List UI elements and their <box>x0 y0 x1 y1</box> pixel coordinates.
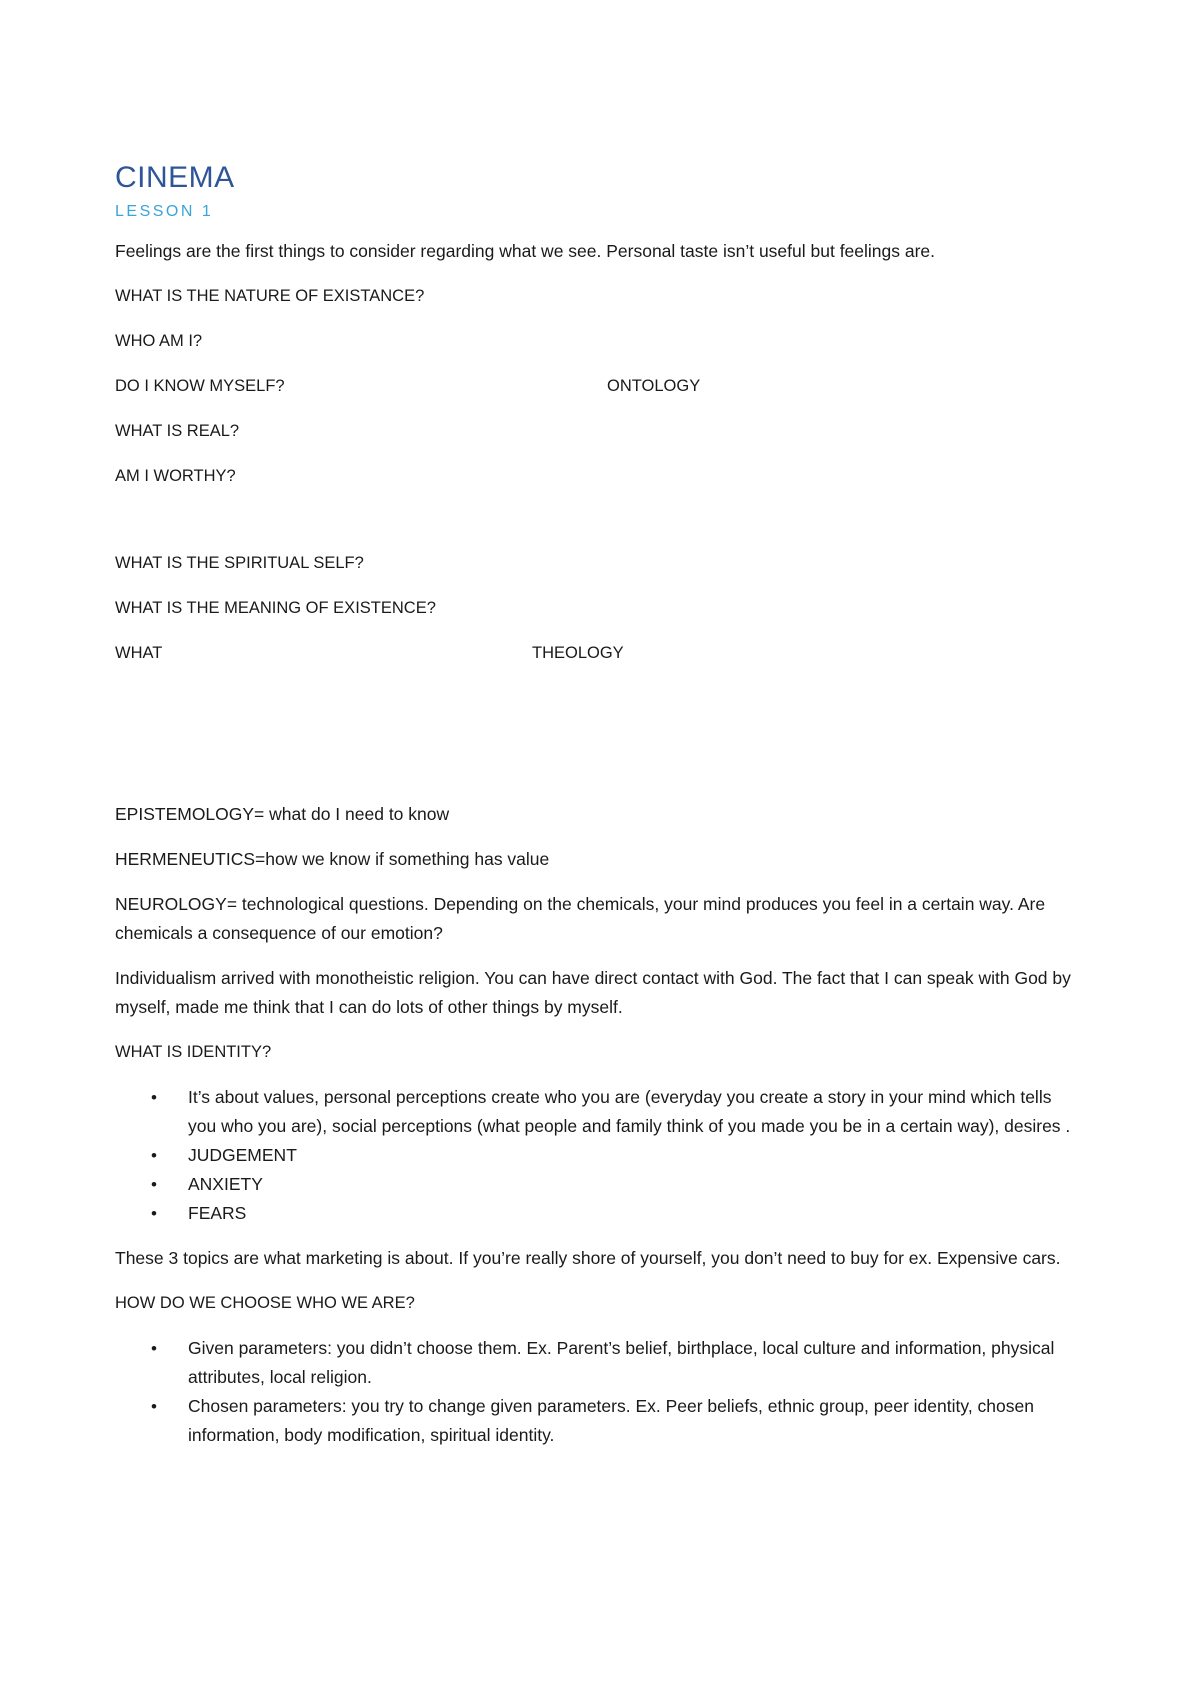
theology-question-1: WHAT IS THE SPIRITUAL SELF? <box>115 553 364 572</box>
choose-list <box>115 1334 1075 1450</box>
list-item: • JUDGEMENT <box>115 1141 1075 1170</box>
document-page <box>115 160 1075 1466</box>
choose-heading: HOW DO WE CHOOSE WHO WE ARE? <box>115 1293 415 1312</box>
identity-list <box>115 1083 1075 1228</box>
theology-question-3-row <box>115 639 1075 668</box>
bullet-icon: • <box>151 1145 157 1165</box>
bullet-icon: • <box>151 1396 157 1416</box>
ontology-question-5: AM I WORTHY? <box>115 466 236 485</box>
list-item: • Given parameters: you didn’t choose them. Ex. Parent’s belief, birthplace, local culture and information, physical attributes, local religion. <box>115 1334 1075 1392</box>
theology-question-2: WHAT IS THE MEANING OF EXISTENCE? <box>115 598 436 617</box>
bullet-icon: • <box>151 1338 157 1358</box>
theology-label: THEOLOGY <box>532 643 624 662</box>
theology-question-3: WHAT <box>115 643 163 662</box>
list-item: • It’s about values, personal perceptions create who you are (everyday you create a story in your mind which tells you who you are), social perceptions (what people and family think of you made you be in a certain way), desires . <box>115 1083 1075 1141</box>
neurology-definition: NEUROLOGY= technological questions. Depending on the chemicals, your mind produces you feel in a certain way. Are chemicals a consequence of our emotion? <box>115 893 1046 943</box>
ontology-question-4: WHAT IS REAL? <box>115 421 240 440</box>
bullet-icon: • <box>151 1203 157 1223</box>
epistemology-definition: EPISTEMOLOGY= what do I need to know <box>115 803 450 824</box>
list-item: • ANXIETY <box>115 1170 1075 1199</box>
document-title: CINEMA <box>115 161 235 194</box>
individualism-paragraph: Individualism arrived with monotheistic religion. You can have direct contact with God. The fact that I can speak with God by myself, made me think that I can do lots of other things by myself. <box>115 967 1071 1017</box>
list-item: • FEARS <box>115 1199 1075 1228</box>
bullet-icon: • <box>151 1174 157 1194</box>
list-item: • Chosen parameters: you try to change given parameters. Ex. Peer beliefs, ethnic group, peer identity, chosen information, body modification, spiritual identity. <box>115 1392 1075 1450</box>
identity-heading: WHAT IS IDENTITY? <box>115 1042 272 1061</box>
ontology-question-1: WHAT IS THE NATURE OF EXISTANCE? <box>115 286 425 305</box>
bullet-icon: • <box>151 1087 157 1107</box>
ontology-question-3: DO I KNOW MYSELF? <box>115 376 285 395</box>
ontology-question-3-row <box>115 372 1075 401</box>
ontology-label: ONTOLOGY <box>607 376 701 395</box>
ontology-question-2: WHO AM I? <box>115 331 203 350</box>
hermeneutics-definition: HERMENEUTICS=how we know if something has value <box>115 848 550 869</box>
document-subtitle: LESSON 1 <box>115 203 214 220</box>
marketing-paragraph: These 3 topics are what marketing is about. If you’re really shore of yourself, you don’t need to buy for ex. Expensive cars. <box>115 1247 1061 1268</box>
intro-paragraph: Feelings are the first things to consider regarding what we see. Personal taste isn’t useful but feelings are. <box>115 240 936 261</box>
